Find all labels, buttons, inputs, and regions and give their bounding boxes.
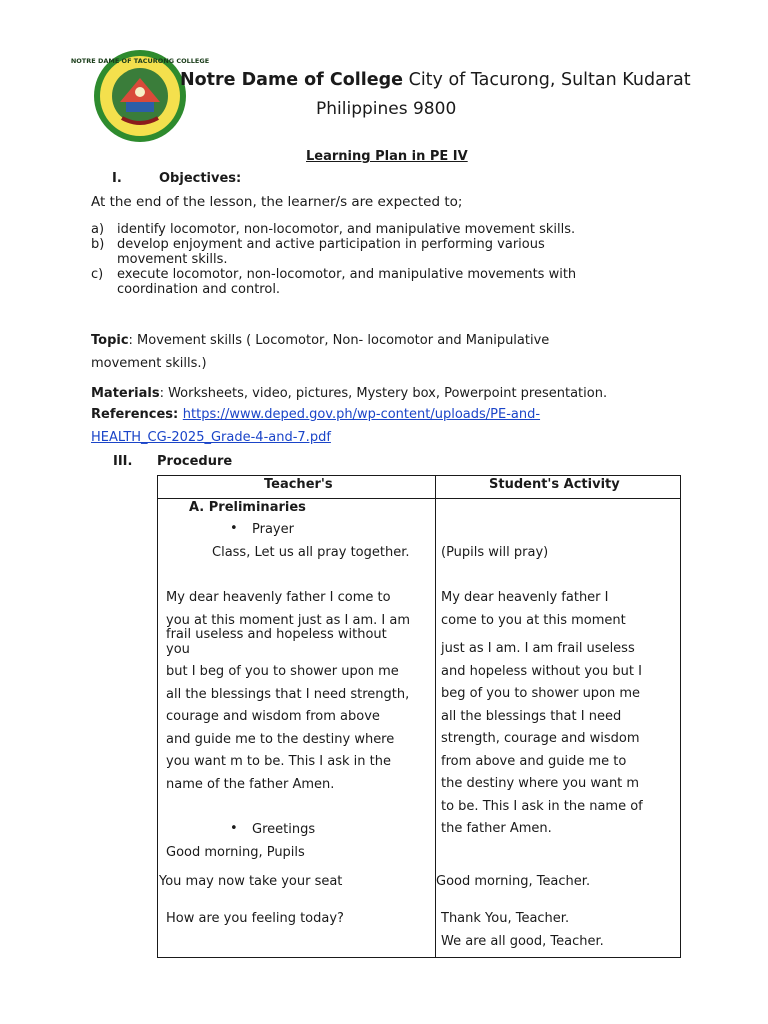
location-line2: Philippines 9800 bbox=[316, 99, 457, 119]
student-greeting: Good morning, Teacher. bbox=[436, 874, 591, 889]
bullet-prayer-dot: • bbox=[230, 521, 238, 536]
materials-line bbox=[91, 386, 607, 401]
objective-marker-b: b) bbox=[91, 237, 105, 252]
location-line1: City of Tacurong, Sultan Kudarat bbox=[408, 70, 691, 90]
teacher-prayer-line3: frail useless and hopeless without bbox=[166, 627, 387, 642]
school-name: Notre Dame of College bbox=[180, 70, 404, 90]
bullet-greetings: Greetings bbox=[252, 822, 316, 837]
references-link-part1[interactable]: https://www.deped.gov.ph/wp-content/uploads/PE-and- bbox=[182, 407, 541, 422]
col-header-teacher: Teacher's bbox=[264, 477, 333, 492]
objective-c-line2: coordination and control. bbox=[117, 282, 281, 297]
student-all-good: We are all good, Teacher. bbox=[441, 934, 604, 949]
objective-b-line2: movement skills. bbox=[117, 252, 228, 267]
procedure-numeral: III. bbox=[113, 454, 133, 469]
references-link-part2[interactable]: HEALTH_CG-2025_Grade-4-and-7.pdf bbox=[91, 430, 331, 445]
student-pray-response: (Pupils will pray) bbox=[441, 545, 549, 560]
student-prayer-line1: My dear heavenly father I bbox=[441, 590, 609, 605]
objectives-heading: Objectives: bbox=[159, 171, 242, 186]
student-prayer-line2: come to you at this moment bbox=[441, 613, 626, 628]
student-thanks: Thank You, Teacher. bbox=[441, 911, 570, 926]
seal-text: NOTRE DAME OF TACURONG COLLEGE bbox=[70, 57, 210, 65]
objective-marker-a: a) bbox=[91, 222, 105, 237]
topic-label: Topic bbox=[91, 333, 129, 348]
objective-a-line1: identify locomotor, non-locomotor, and manipulative movement skills. bbox=[117, 222, 576, 237]
teacher-feeling-question: How are you feeling today? bbox=[166, 911, 344, 926]
materials-label: Materials bbox=[91, 386, 160, 401]
col-header-student: Student's Activity bbox=[489, 477, 620, 492]
objectives-intro: At the end of the lesson, the learner/s are expected to; bbox=[91, 194, 463, 210]
table-header-divider bbox=[158, 498, 680, 499]
objective-marker-c: c) bbox=[91, 267, 104, 282]
references-line2 bbox=[91, 430, 331, 445]
topic-line1 bbox=[91, 333, 549, 348]
teacher-prayer-body: but I beg of you to shower upon me all the blessings that I need strength, courage and wisdom from above and guide me to the destiny where you want m to be. This I ask in the name of the father Amen. bbox=[166, 664, 410, 792]
procedure-heading: Procedure bbox=[157, 454, 233, 469]
teacher-prayer-line2: you at this moment just as I am. I am bbox=[166, 613, 410, 628]
school-seal-logo bbox=[70, 48, 210, 144]
teacher-take-seat: You may now take your seat bbox=[159, 874, 343, 889]
teacher-greeting: Good morning, Pupils bbox=[166, 845, 305, 860]
bullet-prayer: Prayer bbox=[252, 522, 294, 537]
references-label: References bbox=[91, 407, 174, 422]
topic-text: : Movement skills ( Locomotor, Non- locomotor and Manipulative bbox=[128, 333, 550, 348]
objective-b-line1: develop enjoyment and active participation in performing various bbox=[117, 237, 545, 252]
teacher-prayer-line4: you bbox=[166, 642, 190, 657]
bullet-greetings-dot: • bbox=[230, 821, 238, 836]
references-colon: : bbox=[173, 407, 183, 422]
materials-text: : Worksheets, video, pictures, Mystery box, Powerpoint presentation. bbox=[159, 386, 608, 401]
student-prayer-body: just as I am. I am frail useless and hopeless without you but I beg of you to shower upon me all the blessings that I need strength, courage and wisdom from above and guide me to the destiny where you want m to be. This I ask in the name of the father Amen. bbox=[441, 641, 643, 836]
preliminaries-heading: A. Preliminaries bbox=[189, 500, 306, 515]
teacher-pray-instruction: Class, Let us all pray together. bbox=[212, 545, 410, 560]
references-line1 bbox=[91, 407, 540, 422]
page-title: Learning Plan in PE IV bbox=[306, 149, 468, 164]
objectives-numeral: I. bbox=[112, 171, 122, 186]
teacher-prayer-line1: My dear heavenly father I come to bbox=[166, 590, 391, 605]
topic-line2: movement skills.) bbox=[91, 356, 207, 371]
objective-c-line1: execute locomotor, non-locomotor, and manipulative movements with bbox=[117, 267, 577, 282]
school-header bbox=[180, 70, 691, 90]
